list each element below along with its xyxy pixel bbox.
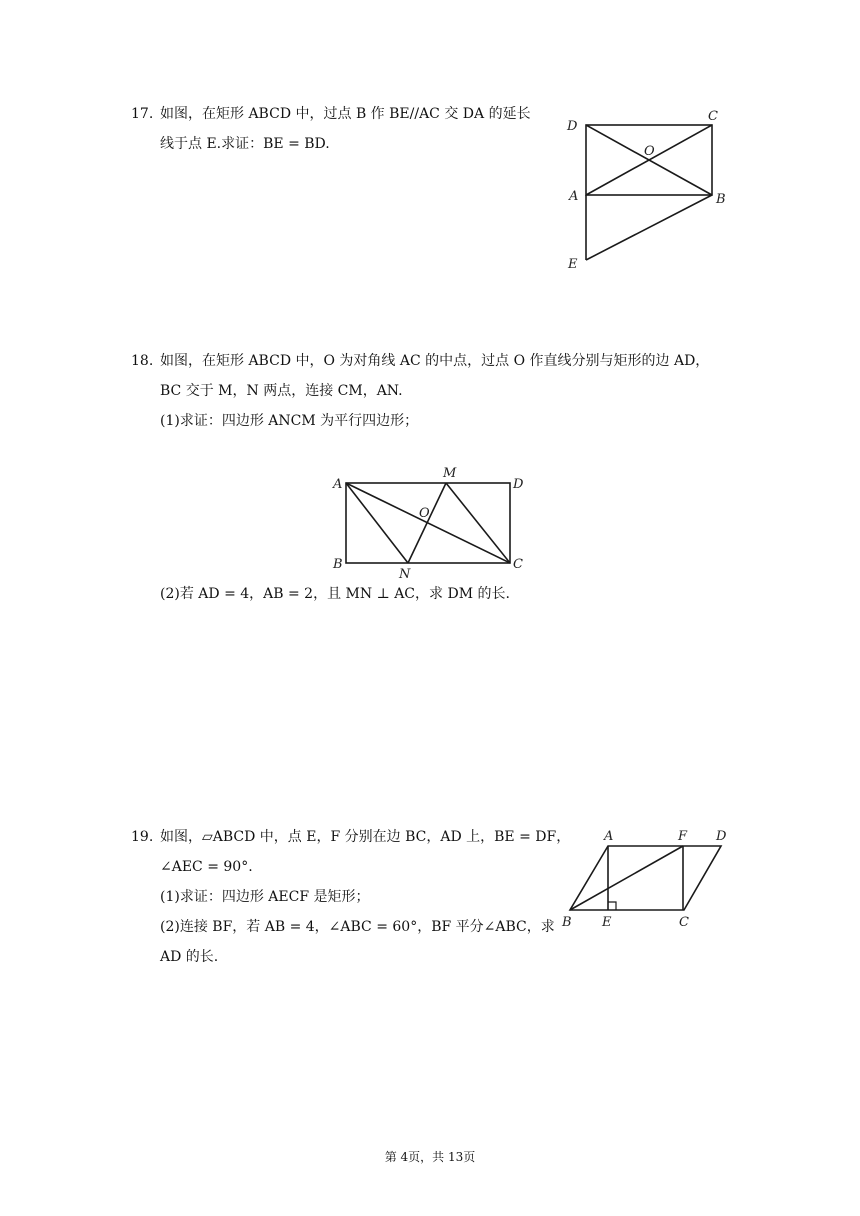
label-a: A xyxy=(333,477,343,492)
question-text-line: ∠AEC = 90°. xyxy=(160,859,253,875)
label-c: C xyxy=(679,915,689,930)
label-m: M xyxy=(443,466,457,481)
label-a: A xyxy=(604,829,614,844)
question-number: 18. xyxy=(131,353,154,369)
question-text-line: 如图，在矩形 ABCD 中，O 为对角线 AC 的中点，过点 O 作直线分别与矩形的边 AD， xyxy=(160,353,710,369)
question-text-line: AD 的长. xyxy=(160,949,219,965)
question-number: 17. xyxy=(131,106,154,122)
question-text-line: (2)连接 BF，若 AB = 4，∠ABC = 60°，BF 平分∠ABC，求 xyxy=(160,919,555,935)
figure-19-parallelogram-diagram xyxy=(556,822,746,932)
question-text-line: (1)求证：四边形 ANCM 为平行四边形； xyxy=(160,413,419,429)
question-text-line: BC 交于 M，N 两点，连接 CM，AN. xyxy=(160,383,403,399)
label-e: E xyxy=(568,257,578,272)
label-b: B xyxy=(716,192,726,207)
question-text-line: 线于点 E.求证：BE = BD. xyxy=(160,136,330,152)
label-o: O xyxy=(644,144,655,159)
segment-be xyxy=(586,195,712,260)
question-text-line: (2)若 AD = 4，AB = 2，且 MN ⊥ AC，求 DM 的长. xyxy=(160,586,510,602)
segment-bf xyxy=(570,846,683,910)
segment-an xyxy=(346,483,408,563)
label-a: A xyxy=(569,189,579,204)
segment-nm xyxy=(408,483,446,563)
label-b: B xyxy=(562,915,572,930)
figure-18-rectangle-diagram xyxy=(328,462,538,582)
label-e: E xyxy=(602,915,612,930)
question-text-line: (1)求证：四边形 AECF 是矩形； xyxy=(160,889,370,905)
label-b: B xyxy=(333,557,343,572)
right-angle-mark xyxy=(608,902,616,910)
label-c: C xyxy=(513,557,523,572)
page-footer: 第 4页，共 13页 xyxy=(384,1150,476,1164)
question-text-line: 如图，▱ABCD 中，点 E，F 分别在边 BC，AD 上，BE = DF， xyxy=(160,829,571,845)
label-d: D xyxy=(567,119,578,134)
label-n: N xyxy=(399,567,411,582)
question-text-line: 如图，在矩形 ABCD 中，过点 B 作 BE//AC 交 DA 的延长 xyxy=(160,106,531,122)
figure-17-rectangle-diagram xyxy=(560,100,740,280)
parallelogram-abcd xyxy=(570,846,721,910)
question-number: 19. xyxy=(131,829,154,845)
label-c: C xyxy=(708,109,718,124)
label-o: O xyxy=(419,506,430,521)
diagonal-ac xyxy=(346,483,510,563)
label-d: D xyxy=(716,829,727,844)
label-d: D xyxy=(513,477,524,492)
label-f: F xyxy=(678,829,688,844)
segment-mc xyxy=(446,483,510,563)
